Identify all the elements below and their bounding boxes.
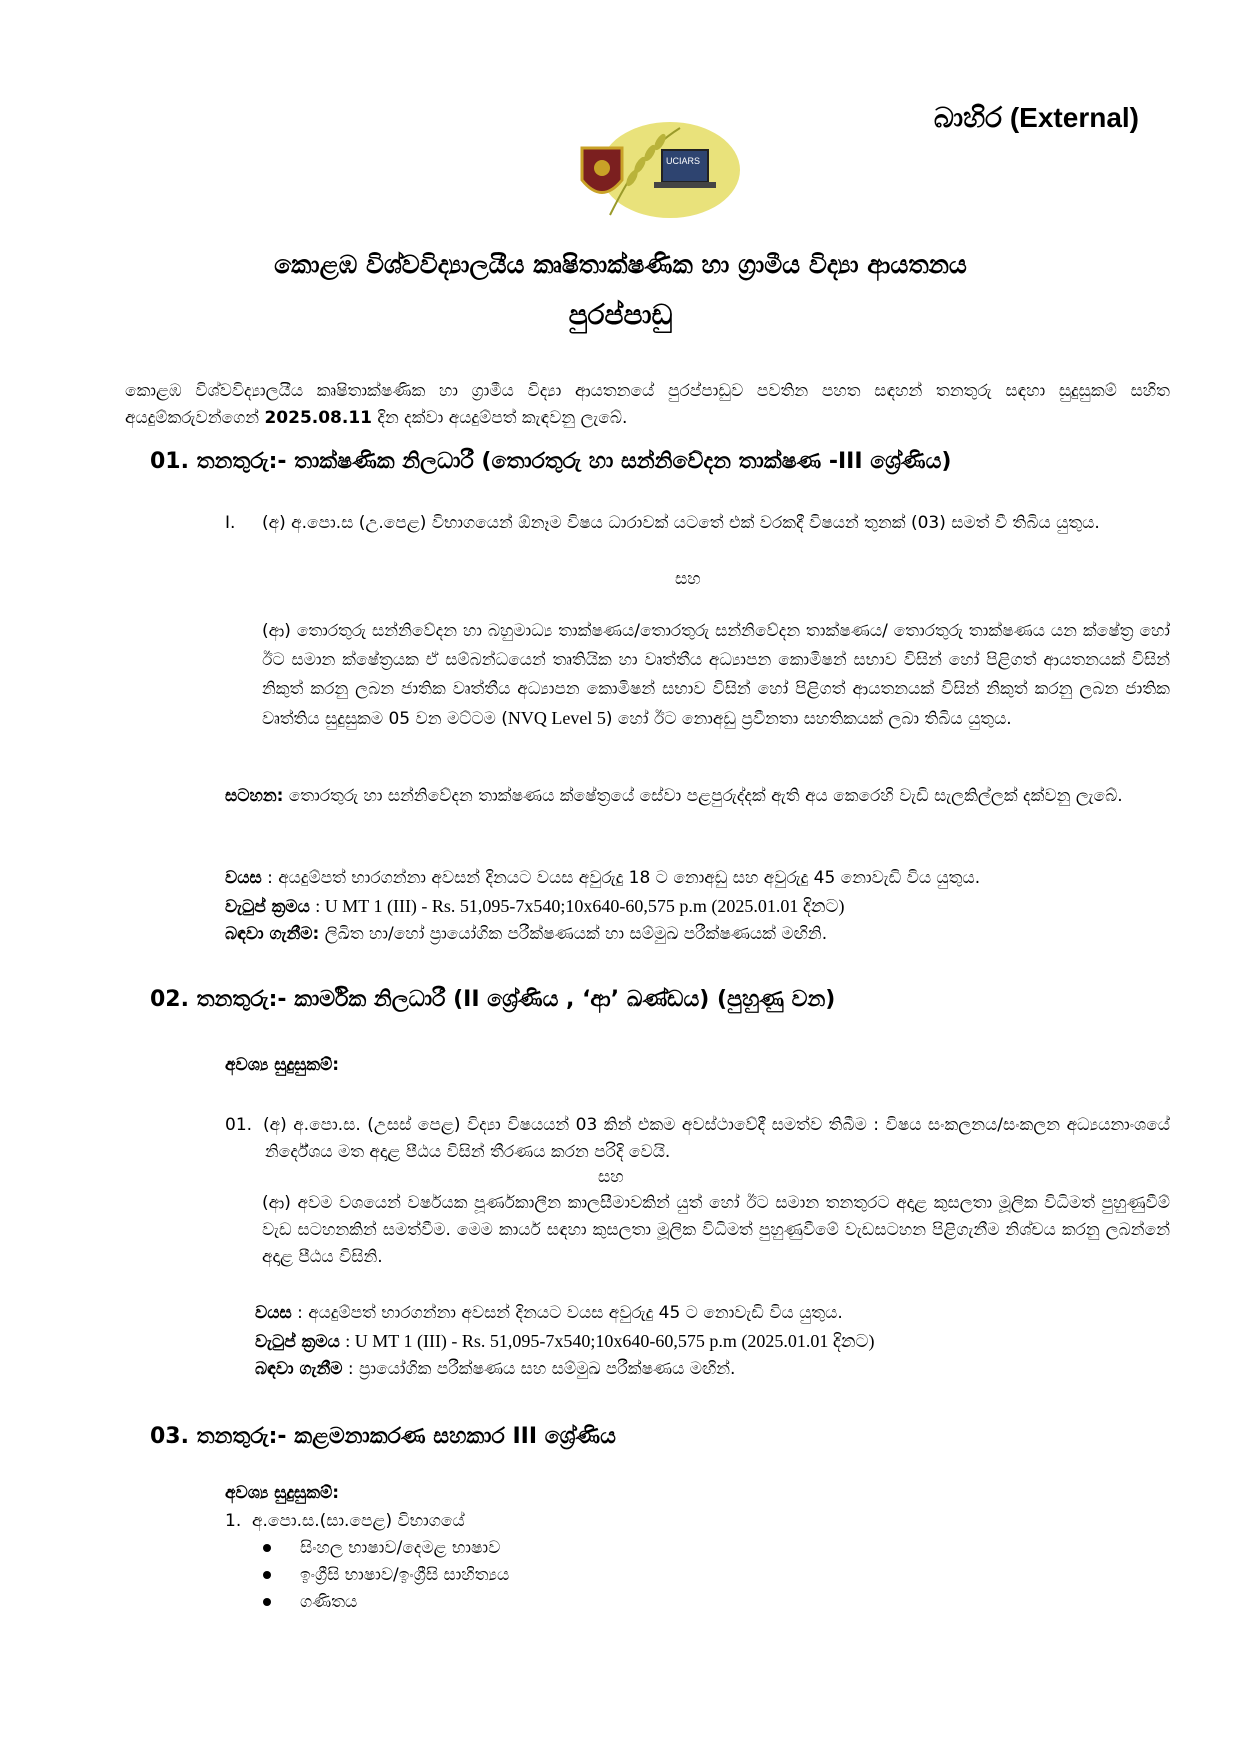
post-2-requirement-a: (අ) අ.පො.ස. (උසස් පෙළ) විද්‍යා විෂයයන් 03 කින් එකම අවස්ථාවේදී සමත්ව තිබීම : විෂය සංකලනය/සංකලන අධ්‍යයනාංශයේ නිර්දේශය මත අදාළ පීඨය විසින් තීරණය කරන පරිදි වෙයි.	[263, 1115, 1170, 1162]
page-subtitle: පුරප්පාඩු	[568, 298, 673, 331]
logo-laptop-base	[654, 182, 716, 188]
post-2-salary-label: වැටුප් ක්‍රමය	[255, 1332, 340, 1352]
bullet-dot	[263, 1571, 271, 1579]
post-1-note-label: සටහන:	[225, 786, 284, 806]
post-2-heading: 02. තනතුරු:- කාර්මික නිලධාරී (II ශ්‍රේණිය , ‘ආ’ ඛණ්ඩය) (පුහුණු වන)	[150, 987, 836, 1012]
post-1-nvq: NVQ Level 5	[507, 708, 606, 728]
post-1-salary-label: වැටුප් ක්‍රමය	[225, 897, 310, 917]
intro-paragraph	[125, 378, 1170, 432]
post-2-age	[255, 1300, 843, 1327]
post-2-age-text: : අයදුම්පත් භාරගන්නා අවසන් දිනයට වයස අවුරුදු 45 ට නොවැඩි විය යුතුය.	[297, 1303, 843, 1323]
post-1-recruitment-text: ලිඛිත හා/හෝ ප්‍රායෝගික පරීක්ෂණයක් හා සම්මුඛ පරීක්ෂණයක් මඟිනි.	[324, 924, 828, 944]
post-2-number: 01.	[225, 1115, 253, 1135]
post-1-recruitment-label: බඳවා ගැනීම:	[225, 924, 320, 944]
post-1-salary	[225, 893, 844, 921]
post-1-note-text: තොරතුරු හා සන්නිවේදන තාක්ෂණය ක්ෂේත්‍රයේ සේවා පළපුරුද්දක් ඇති අය කෙරෙහි වැඩි සැලකිල්ලක් දක්වනු ලැබේ.	[288, 786, 1123, 806]
post-2-recruitment	[255, 1356, 735, 1383]
post-3-heading: 03. තනතුරු:- කළමනාකරණ සහකාර III ශ්‍රේණිය	[150, 1424, 616, 1449]
logo-text: UCIARS	[666, 156, 701, 166]
post-1-age	[225, 865, 1175, 892]
post-1-age-label: වයස	[225, 868, 262, 888]
post-1-age-text: : අයදුම්පත් භාරගන්නා අවසන් දිනයට වයස අවුරුදු 18 ට නොඅඩු සහ අවුරුදු 45 නොවැඩි විය යුතුය.	[267, 868, 981, 888]
post-1-roman: I.	[225, 513, 236, 533]
logo-laptop-screen	[662, 150, 708, 182]
post-2-age-label: වයස	[255, 1303, 292, 1323]
post-2-recruitment-label: බඳවා ගැනීම	[255, 1359, 343, 1379]
post-1-salary-text: : U MT 1 (III) - Rs. 51,095-7x540;10x640-60,575 p.m (2025.01.01 දිනට)	[315, 896, 845, 916]
closing-date: 2025.08.11	[264, 408, 372, 428]
post-2-recruitment-text: : ප්‍රායෝගික පරීක්ෂණය සහ සම්මුඛ පරීක්ෂණය මඟින්.	[347, 1359, 736, 1379]
external-tag: බාහිර (External)	[933, 102, 1139, 133]
intro-text-a: කොළඹ විශ්වවිද්‍යාලයීය කෘෂිතාක්ෂණික හා ග්‍රාමීය විද්‍යා ආයතනයේ පුරප්පාඩුව පවතින පහත සඳහන් තනතුරු සඳහා සුදුසුකම් සහිත අයදුම්කරුවන්ගෙන්	[125, 381, 1170, 428]
list-item: සිංහල භාෂාව/දෙමළ භාෂාව	[300, 1538, 501, 1558]
post-1-recruitment	[225, 921, 827, 948]
post-2-requirement-b: (ආ) අවම වශයෙන් වර්ෂයක පූර්ණකාලීන කාලසීමාවකින් යුත් හෝ ඊට සමාන තනතුරට අදාළ කුසලතා මූලික විධිමත් පුහුණුවීම් වැඩ සටහනකින් සමත්වීම. මෙම කාර්ය සඳහා කුසලතා මූලික විධිමත් පුහුණුවීමේ වැඩසටහන පිළිගැනීම නිශ්චය කරනු ලබන්නේ අදාළ පීඨය විසිනි.	[262, 1193, 1170, 1267]
post-1-requirement-a: (අ) අ.පො.ස (උ.පෙළ) විභාගයෙන් ඕනෑම විෂය ධාරාවක් යටතේ එක් වරකදී විෂයන් තුනක් (03) සමත් වී තිබිය යුතුය.	[262, 513, 1100, 533]
intro-text-b: දින දක්වා අයදුම්පත් කැඳවනු ලැබේ.	[377, 408, 628, 428]
post-2-salary-text: : U MT 1 (III) - Rs. 51,095-7x540;10x640-60,575 p.m (2025.01.01 දිනට)	[345, 1331, 875, 1351]
post-1-req-b-end: ) හෝ ඊට නොඅඩු ප්‍රවීනතා සහතිකයක් ලබා තිබිය යුතුය.	[605, 709, 1012, 729]
bullet-dot	[263, 1598, 271, 1606]
list-item: ගණිතය	[300, 1592, 358, 1612]
bullet-dot	[263, 1544, 271, 1552]
logo-crest-emblem	[594, 160, 610, 176]
post-3-requirements-title: අවශ්‍ය සුදුසුකම්:	[225, 1483, 340, 1503]
post-2-and: සහ	[598, 1167, 624, 1187]
post-1-note	[225, 783, 1170, 810]
list-item: ඉංග්‍රීසි භාෂාව/ඉංග්‍රීසි සාහිත්‍යය	[300, 1565, 510, 1585]
page-title: කොළඹ විශ්වවිද්‍යාලයීය කෘෂිතාක්ෂණික හා ග්‍රාමීය විද්‍යා ආයතනය	[274, 250, 967, 279]
post-2-salary	[255, 1328, 874, 1356]
post-1-req-b-text: (ආ) තොරතුරු සන්නිවේදන හා බහුමාධ්‍ය තාක්ෂණය/තොරතුරු සන්නිවේදන තාක්ෂණය/ තොරතුරු තාක්ෂණය යන ක්ෂේත්‍ර හෝ ඊට සමාන ක්ෂේත්‍රයක ඒ සම්බන්ධයෙන් තෘතියික හා වෘත්තීය අධ්‍යාපන කොමිෂන් සභාව විසින් හෝ පිළිගත් ආයතනයක් විසින් නිකුත් කරනු ලබන ජාතික වෘත්තීය අධ්‍යාපන කොමිෂන් සභාව විසින් හෝ පිළිගත් ආයතනයක් විසින් නිකුත් කරනු ලබන ජාතික වෘත්තිය සුදුසුකම 05 වන මට්ටම (	[262, 621, 1170, 729]
post-1-heading: 01. තනතුරු:- තාක්ෂණික නිලධාරී (තොරතුරු හා සන්නිවේදන තාක්ෂණ -III ශ්‍රේණිය)	[150, 449, 952, 474]
post-1-and: සහ	[675, 569, 701, 589]
post-2-requirements-title: අවශ්‍ය සුදුසුකම්:	[225, 1055, 340, 1075]
post-1-requirement-b	[262, 617, 1170, 734]
post-3-item-1: 1. අ.පො.ස.(සා.පෙළ) විභාගයේ	[225, 1511, 465, 1531]
institute-logo	[570, 120, 740, 220]
